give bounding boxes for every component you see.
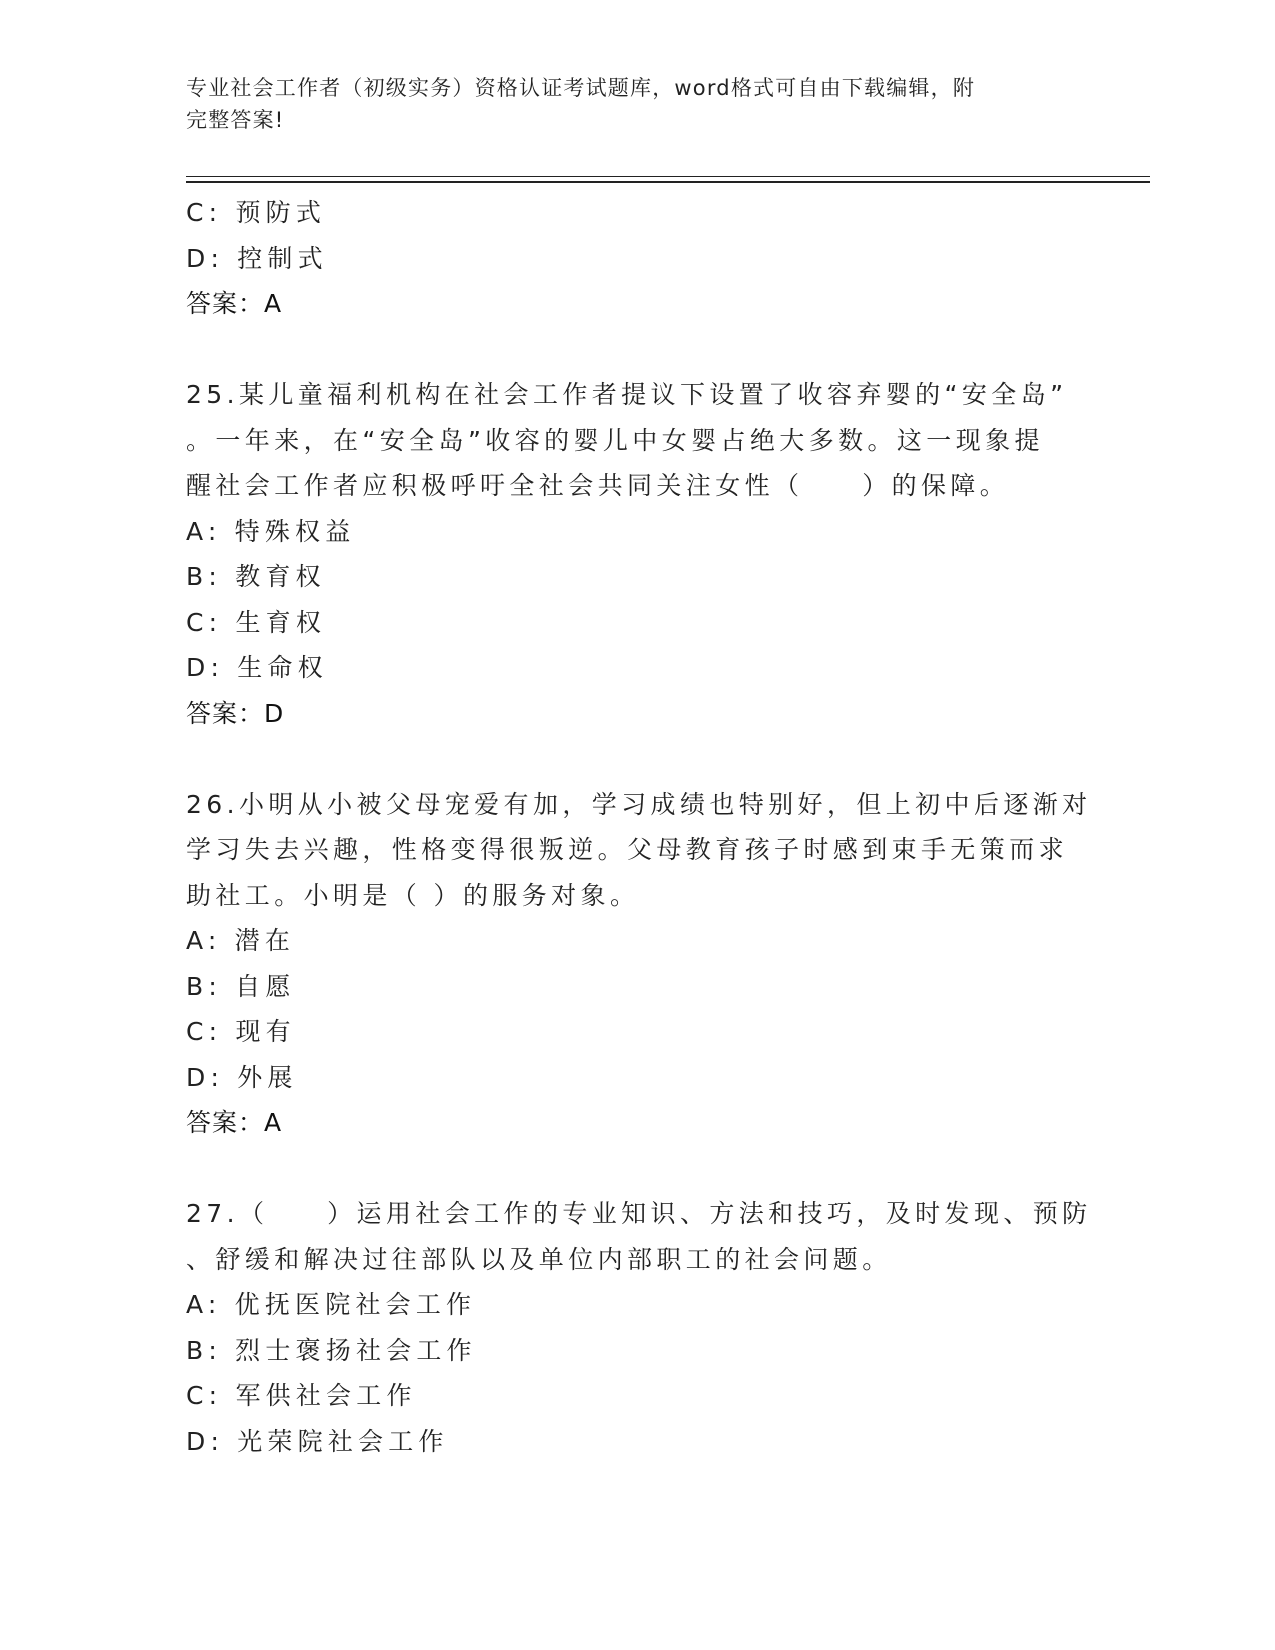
spacer [186, 1146, 1086, 1192]
question-text-line: 26.小明从小被父母宠爱有加，学习成绩也特别好，但上初中后逐渐对 [186, 789, 1092, 819]
option-d: D: 光荣院社会工作 [186, 1426, 449, 1456]
option-d: D: 外展 [186, 1062, 298, 1092]
document-body [186, 190, 1092, 1464]
question-27 [186, 1191, 1092, 1464]
question-25 [186, 372, 1086, 736]
question-text-line: 醒社会工作者应积极呼吁全社会共同关注女性（ ）的保障。 [186, 471, 1010, 500]
option-b: B: 教育权 [186, 562, 326, 591]
header-divider-thin [186, 176, 1150, 177]
question-text-line: 25.某儿童福利机构在社会工作者提议下设置了收容弃婴的“安全岛” [186, 380, 1068, 409]
answer-line: 答案：D [186, 698, 285, 728]
option-d: D: 控制式 [186, 243, 328, 273]
option-c: C: 生育权 [186, 607, 327, 637]
option-b: B: 自愿 [186, 971, 296, 1001]
option-c: C: 军供社会工作 [186, 1381, 417, 1410]
spacer [186, 736, 1086, 782]
prev-question [186, 190, 1086, 327]
option-d: D: 生命权 [186, 653, 328, 682]
option-a: A: 优抚医院社会工作 [186, 1290, 477, 1319]
option-a: A: 潜在 [186, 926, 296, 955]
header-divider-thick [186, 181, 1150, 183]
question-text-line: 助社工。小明是（ ）的服务对象。 [186, 880, 640, 910]
header-line-1: 专业社会工作者（初级实务）资格认证考试题库，word格式可自由下载编辑，附 [186, 76, 976, 100]
option-a: A: 特殊权益 [186, 516, 356, 546]
page-header [186, 72, 1066, 136]
question-text-line: 27.（ ）运用社会工作的专业知识、方法和技巧，及时发现、预防 [186, 1199, 1092, 1228]
option-b: B: 烈士褒扬社会工作 [186, 1335, 477, 1365]
option-c: C: 现有 [186, 1017, 296, 1046]
question-text-line: 、舒缓和解决过往部队以及单位内部职工的社会问题。 [186, 1244, 892, 1274]
question-text-line: 学习失去兴趣，性格变得很叛逆。父母教育孩子时感到束手无策而求 [186, 835, 1069, 864]
question-26 [186, 782, 1092, 1146]
option-c: C: 预防式 [186, 198, 327, 227]
header-line-2: 完整答案! [186, 108, 285, 132]
answer-line: 答案：A [186, 289, 283, 318]
answer-line: 答案：A [186, 1108, 283, 1137]
question-text-line: 。一年来，在“安全岛”收容的婴儿中女婴占绝大多数。这一现象提 [186, 425, 1044, 455]
spacer [186, 327, 1086, 373]
